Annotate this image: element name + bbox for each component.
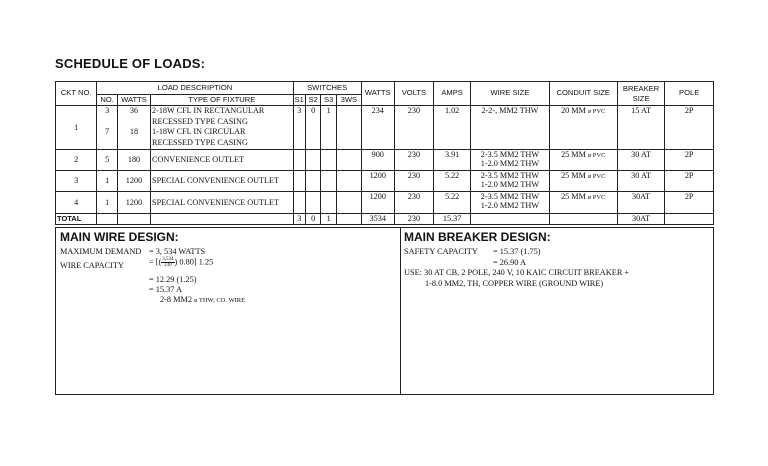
safety-capacity-label: SAFETY CAPACITY [404, 247, 478, 256]
cell-conduit-size: 25 MM ø PVC [549, 150, 617, 171]
header-3ws: 3WS [336, 95, 361, 106]
cell-fixture: CONVENIENCE OUTLET [151, 150, 294, 171]
cell-conduit-size: 25 MM ø PVC [549, 192, 617, 214]
header-load-description: LOAD DESCRIPTION [97, 82, 293, 95]
cell-watts: 1200 [361, 192, 394, 214]
header-volts: VOLTS [394, 82, 433, 106]
header-sub-watts: WATTS [117, 95, 150, 106]
cell-no: 1 [97, 171, 118, 192]
cell-fixture: 2-18W CFL IN RECTANGULAR RECESSED TYPE CASING 1-18W CFL IN CIRCULAR RECESSED TYPE CASING [151, 106, 294, 150]
max-demand-value: = 3, 534 WATTS [149, 247, 206, 256]
cell-s3: 1 [321, 106, 336, 150]
header-type-of-fixture: TYPE OF FIXTURE [151, 95, 294, 106]
schedule-title: SCHEDULE OF LOADS: [55, 56, 206, 71]
wire-capacity-label: WIRE CAPACITY [60, 261, 124, 270]
cell-wire-size: 2-3.5 MM2 THW 1-2.0 MM2 THW [471, 192, 549, 214]
table-row [56, 171, 714, 192]
max-demand-label: MAXIMUM DEMAND [60, 247, 142, 256]
design-panel [55, 227, 714, 395]
wire-capacity-result: = 15.37 A [149, 285, 183, 294]
cell-amps: 5.22 [434, 192, 471, 214]
cell-ckt: 4 [56, 192, 97, 214]
cell-s3 [321, 192, 336, 214]
total-amps: 15.37 [434, 214, 471, 225]
total-volts: 230 [394, 214, 433, 225]
main-breaker-design-title: MAIN BREAKER DESIGN: [404, 230, 551, 244]
cell-3ws [336, 106, 361, 150]
cell-wire-size: 2-3.5 MM2 THW 1-2.0 MM2 THW [471, 150, 549, 171]
cell-sub-watts: 1200 [117, 192, 150, 214]
header-ckt-no: CKT NO. [56, 82, 97, 106]
header-no: NO. [97, 95, 118, 106]
safety-capacity-value: = 15.37 (1.75) [493, 247, 541, 256]
cell-s2 [305, 171, 320, 192]
header-wire-size: WIRE SIZE [471, 82, 549, 106]
schedule-of-loads-table [55, 81, 714, 225]
breaker-use-line: USE: 30 AT CB, 2 POLE, 240 V, 10 KAIC CIRCUIT BREAKER + [404, 268, 630, 277]
table-row [56, 106, 714, 150]
header-s3: S3 [321, 95, 336, 106]
cell-wire-size: 2-3.5 MM2 THW 1-2.0 MM2 THW [471, 171, 549, 192]
table-row [56, 150, 714, 171]
cell-sub-watts: 180 [117, 150, 150, 171]
cell-pole: 2P [665, 150, 714, 171]
total-s1: 3 [293, 214, 305, 225]
main-wire-design-title: MAIN WIRE DESIGN: [60, 230, 179, 244]
cell-wire-size: 2-2-, MM2 THW [471, 106, 549, 150]
cell-fixture: SPECIAL CONVENIENCE OUTLET [151, 171, 294, 192]
header-s2: S2 [305, 95, 320, 106]
cell-pole: 2P [665, 106, 714, 150]
cell-sub-watts: 36 18 [117, 106, 150, 150]
cell-volts: 230 [394, 150, 433, 171]
cell-pole: 2P [665, 171, 714, 192]
fraction: $\frac{3,534}{230}$ [162, 257, 174, 268]
cell-ckt: 3 [56, 171, 97, 192]
main-wire-result: 2-8 MM2 ø THW, CO. WIRE [160, 295, 246, 304]
cell-amps: 3.91 [434, 150, 471, 171]
cell-s2 [305, 150, 320, 171]
total-row [56, 214, 714, 225]
cell-s1 [293, 171, 305, 192]
cell-watts: 234 [361, 106, 394, 150]
cell-breaker: 15 AT [617, 106, 665, 150]
cell-pole: 2P [665, 192, 714, 214]
header-amps: AMPS [434, 82, 471, 106]
cell-s2: 0 [305, 106, 320, 150]
table-row [56, 192, 714, 214]
header-breaker-size: BREAKER SIZE [617, 82, 665, 106]
wire-capacity-step: = 12.29 (1.25) [149, 275, 197, 284]
cell-sub-watts: 1200 [117, 171, 150, 192]
ground-wire-line: 1-8.0 MM2, TH, COPPER WIRE (GROUND WIRE) [425, 279, 604, 288]
cell-s2 [305, 192, 320, 214]
header-pole: POLE [665, 82, 714, 106]
total-watts: 3534 [361, 214, 394, 225]
cell-s1 [293, 150, 305, 171]
total-label: TOTAL [56, 214, 97, 225]
cell-ckt: 1 [56, 106, 97, 150]
header-switches: SWITCHES [293, 82, 361, 95]
cell-ckt: 2 [56, 150, 97, 171]
cell-breaker: 30AT [617, 192, 665, 214]
total-breaker: 30AT [617, 214, 665, 225]
cell-watts: 1200 [361, 171, 394, 192]
cell-no: 5 [97, 150, 118, 171]
cell-no: 1 [97, 192, 118, 214]
cell-s3 [321, 150, 336, 171]
cell-volts: 230 [394, 171, 433, 192]
cell-watts: 900 [361, 150, 394, 171]
cell-volts: 230 [394, 192, 433, 214]
cell-conduit-size: 25 MM ø PVC [549, 171, 617, 192]
cell-s1 [293, 192, 305, 214]
cell-3ws [336, 171, 361, 192]
cell-s1: 3 [293, 106, 305, 150]
safety-capacity-result: = 26.90 A [493, 258, 527, 267]
cell-amps: 1.02 [434, 106, 471, 150]
cell-no: 3 7 [97, 106, 118, 150]
cell-conduit-size: 20 MM ø PVC [549, 106, 617, 150]
header-conduit-size: CONDUIT SIZE [549, 82, 617, 106]
cell-breaker: 30 AT [617, 150, 665, 171]
cell-fixture: SPECIAL CONVENIENCE OUTLET [151, 192, 294, 214]
header-watts: WATTS [361, 82, 394, 106]
wire-capacity-equation: = [( $\frac{3,534}{230}$ ) 0.80] 1.25 [149, 257, 214, 268]
total-s2: 0 [305, 214, 320, 225]
header-s1: S1 [294, 94, 304, 104]
cell-3ws [336, 150, 361, 171]
design-divider [400, 228, 401, 394]
cell-3ws [336, 192, 361, 214]
cell-breaker: 30 AT [617, 171, 665, 192]
total-s3: 1 [321, 214, 336, 225]
cell-volts: 230 [394, 106, 433, 150]
cell-amps: 5.22 [434, 171, 471, 192]
cell-s3 [321, 171, 336, 192]
